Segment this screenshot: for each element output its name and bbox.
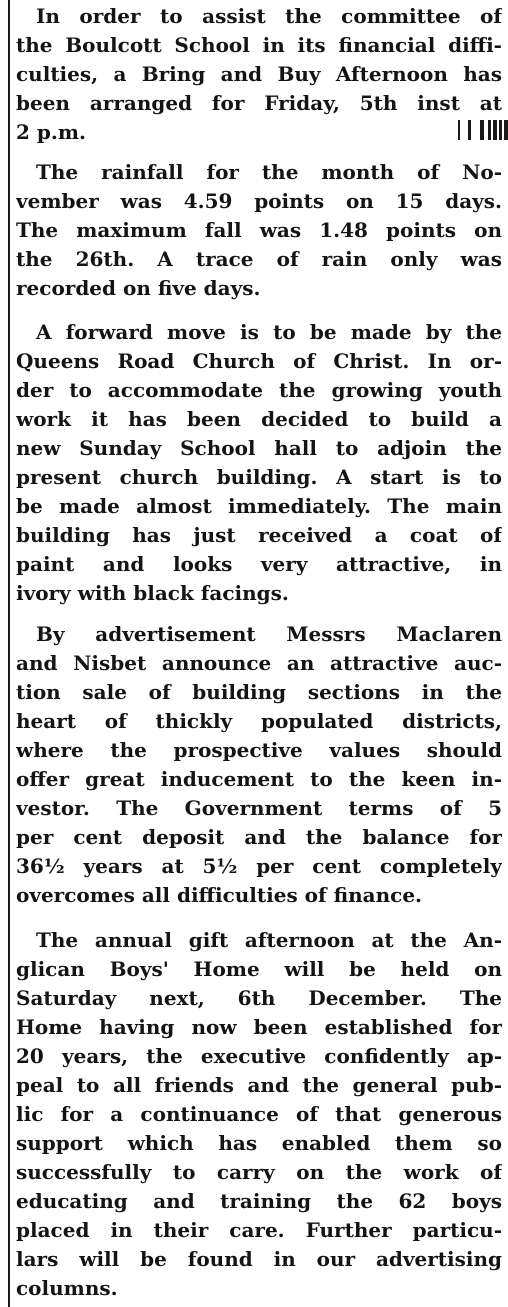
text-line: ivory with black facings. (16, 581, 289, 605)
text-line: The rainfall for the month of No- (36, 160, 502, 184)
text-line: per cent deposit and the balance for (16, 825, 502, 849)
text-line: offer great inducement to the keen in- (16, 767, 502, 791)
text-line: In order to assist the committee of (36, 4, 502, 28)
text-line: been arranged for Friday, 5th inst at (16, 91, 502, 115)
text-line: lic for a continuance of that generous (16, 1102, 502, 1126)
text-line: Home having now been established for (16, 1015, 502, 1039)
text-line: work it has been decided to build a (16, 407, 502, 431)
text-line: the Boulcott School in its financial diffi- (16, 33, 502, 57)
text-line: educating and training the 62 boys (16, 1189, 502, 1213)
column-rule (8, 0, 10, 1307)
text-line: der to accommodate the growing youth (16, 378, 502, 402)
text-line: and Nisbet announce an attractive auc- (16, 651, 502, 675)
text-line: vember was 4.59 points on 15 days. (16, 189, 502, 213)
text-line: vestor. The Government terms of 5 (16, 796, 502, 820)
paragraph-auction-sale (16, 620, 502, 910)
text-line: 2 p.m. (16, 120, 86, 144)
text-line: recorded on five days. (16, 276, 261, 300)
text-line: A forward move is to be made by the (36, 320, 502, 344)
paragraph-boulcott-school (16, 2, 502, 147)
text-line: 20 years, the executive confidently ap- (16, 1044, 502, 1068)
paragraph-church-of-christ (16, 318, 502, 608)
text-line: building has just received a coat of (16, 523, 502, 547)
text-line: paint and looks very attractive, in (16, 552, 502, 576)
text-line: Saturday next, 6th December. The (16, 986, 502, 1010)
text-line: new Sunday School hall to adjoin the (16, 436, 502, 460)
text-line: heart of thickly populated districts, (16, 709, 502, 733)
text-line: The annual gift afternoon at the An- (36, 928, 502, 952)
text-line: By advertisement Messrs Maclaren (36, 622, 502, 646)
text-line: lars will be found in our advertising (16, 1247, 502, 1271)
text-line: where the prospective values should (16, 738, 502, 762)
text-line: tion sale of building sections in the (16, 680, 502, 704)
text-line: culties, a Bring and Buy Afternoon has (16, 62, 502, 86)
text-line: the 26th. A trace of rain only was (16, 247, 502, 271)
print-smudge (458, 120, 508, 140)
text-line: peal to all friends and the general pub- (16, 1073, 502, 1097)
text-line: placed in their care. Further particu- (16, 1218, 502, 1242)
paragraph-anglican-boys-home (16, 926, 502, 1303)
text-line: The maximum fall was 1.48 points on (16, 218, 502, 242)
text-line: glican Boys' Home will be held on (16, 957, 502, 981)
text-line: successfully to carry on the work of (16, 1160, 502, 1184)
text-line: be made almost immediately. The main (16, 494, 502, 518)
paragraph-rainfall (16, 158, 502, 303)
text-line: Queens Road Church of Christ. In or- (16, 349, 502, 373)
text-line: overcomes all difficulties of finance. (16, 883, 423, 907)
text-line: columns. (16, 1276, 118, 1300)
text-line: 36½ years at 5½ per cent completely (16, 854, 502, 878)
text-line: present church building. A start is to (16, 465, 502, 489)
text-line: support which has enabled them so (16, 1131, 502, 1155)
